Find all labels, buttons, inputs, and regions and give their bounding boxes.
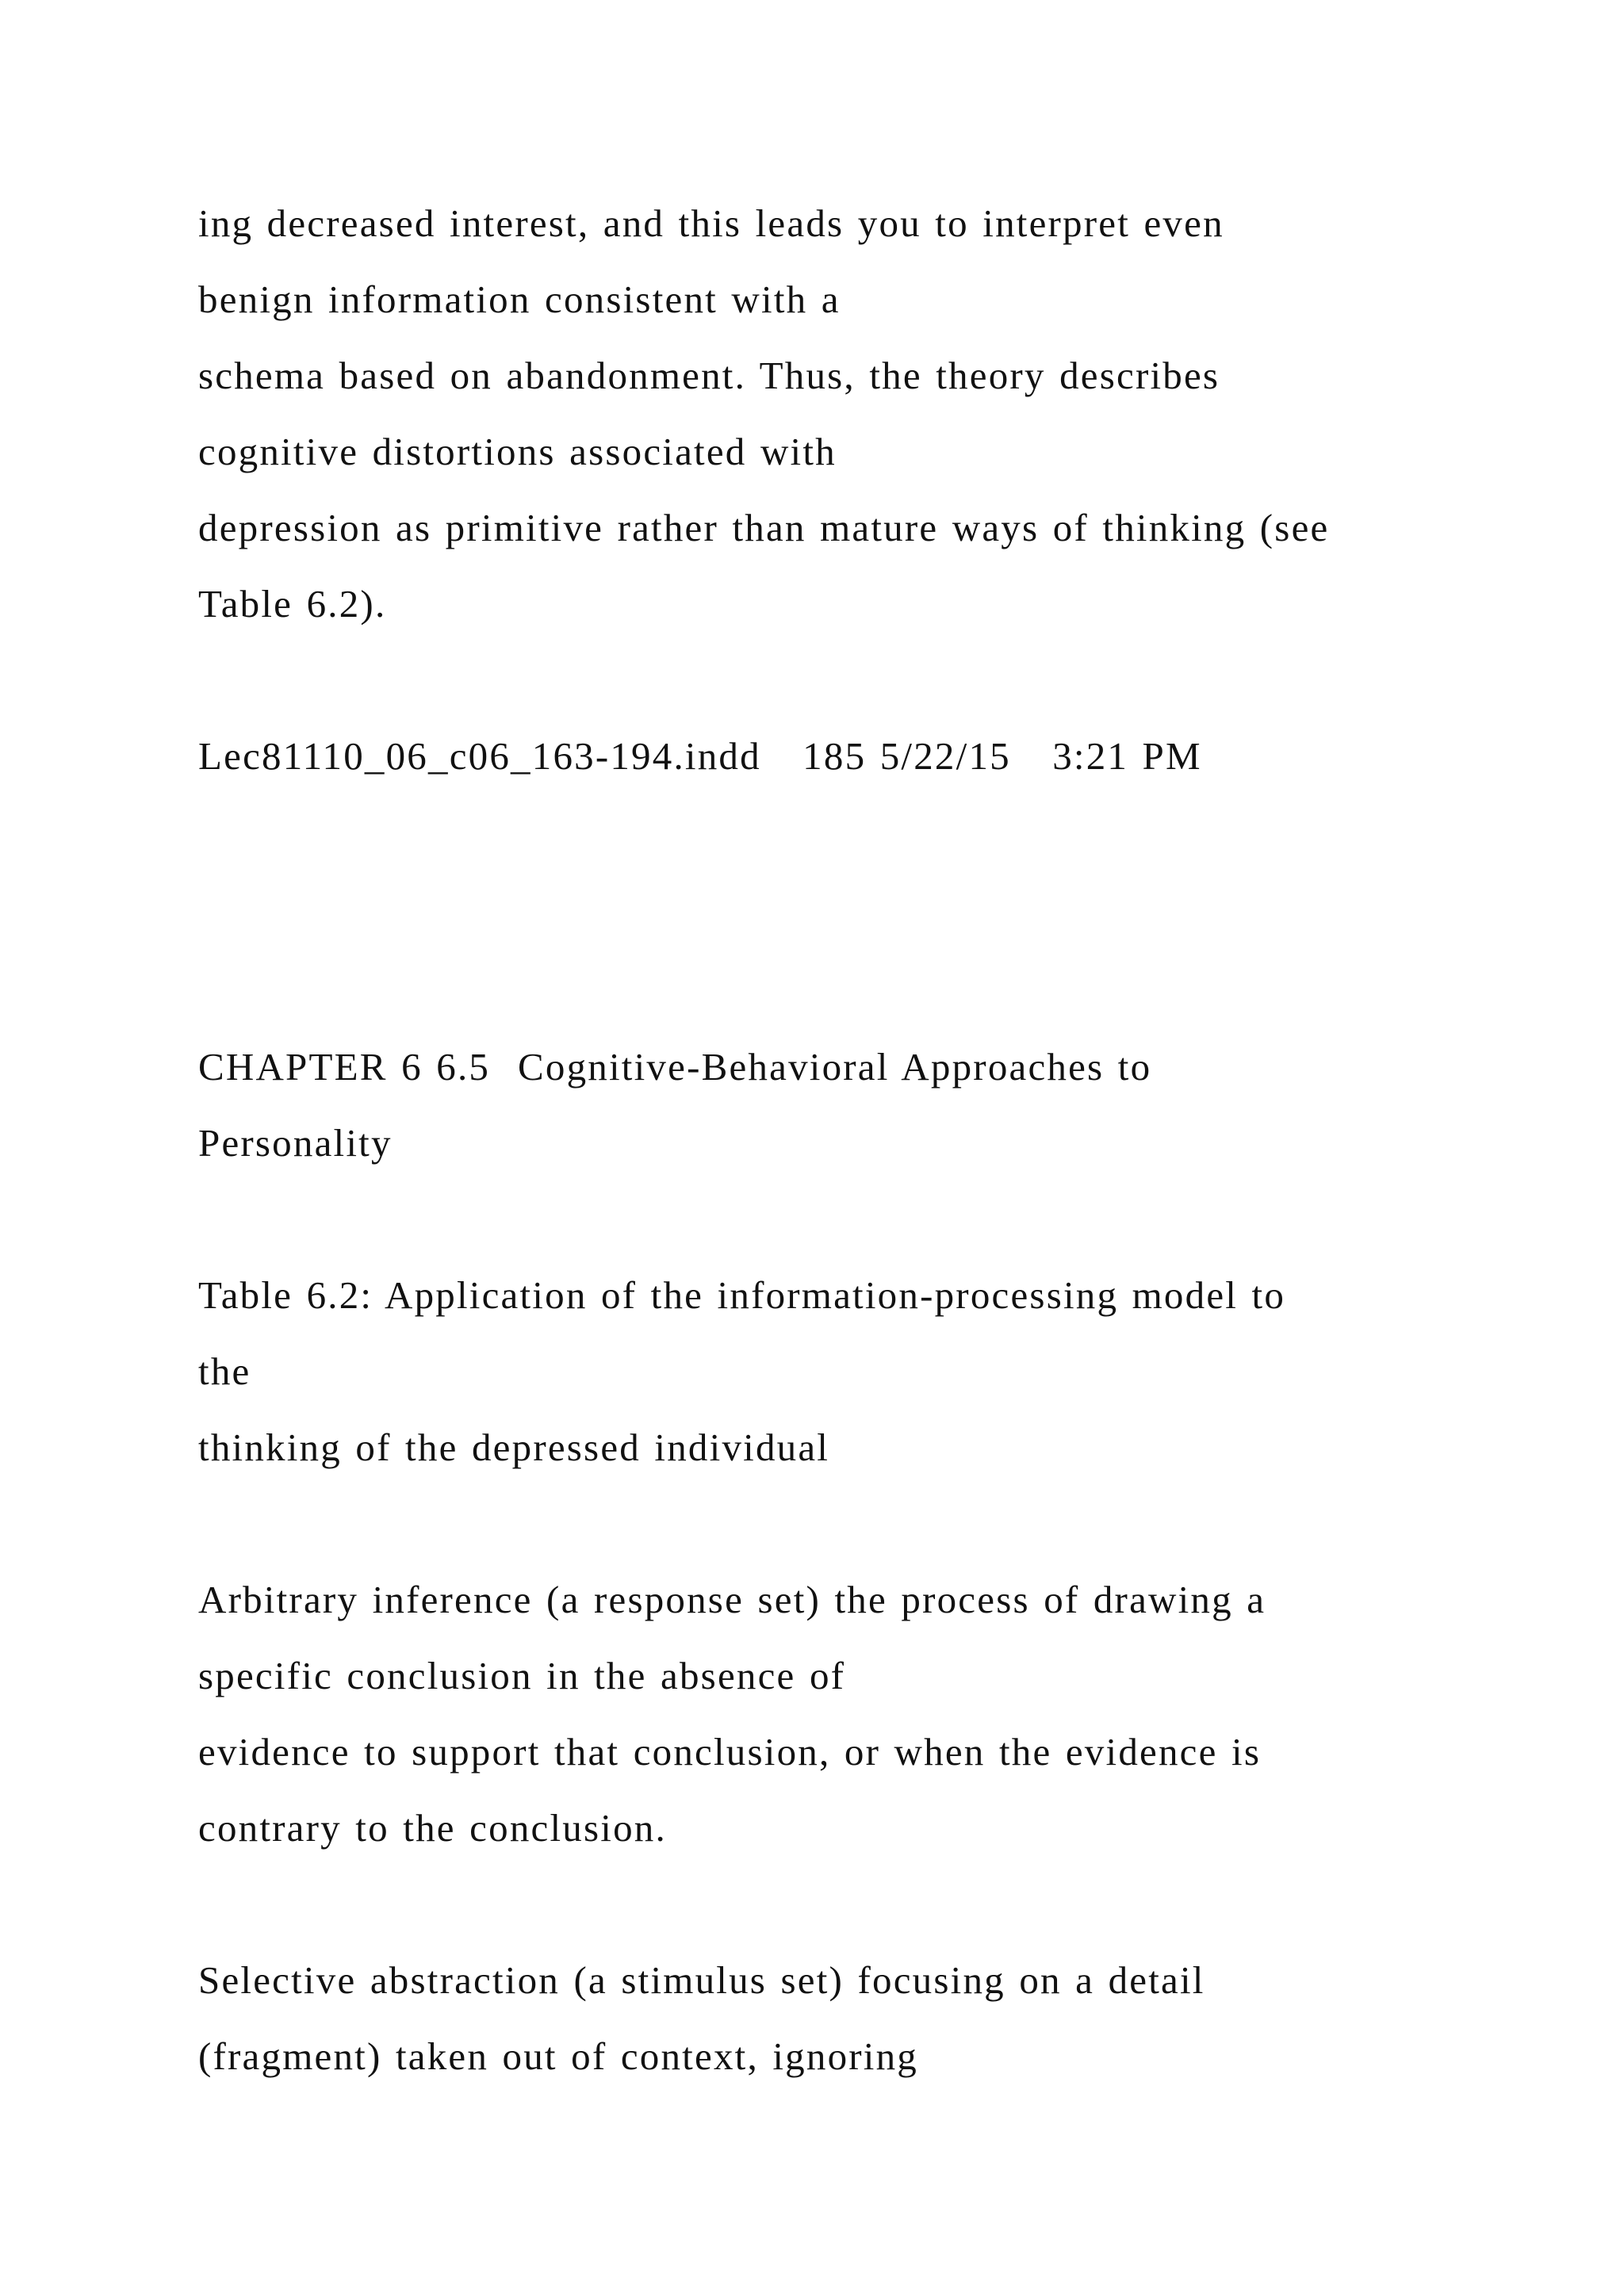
running-header: Personality <box>198 1121 393 1165</box>
table-entry-selective-abstraction: Selective abstraction (a stimulus set) focusing on a detail <box>198 1958 1205 2002</box>
body-text-line: ing decreased interest, and this leads you to interpret even <box>198 201 1224 245</box>
body-text-line: schema based on abandonment. Thus, the theory describes <box>198 354 1220 397</box>
table-entry-arbitrary-inference: evidence to support that conclusion, or when the evidence is <box>198 1730 1262 1774</box>
table-caption: Table 6.2: Application of the information-processing model to <box>198 1273 1286 1317</box>
table-entry-selective-abstraction: (fragment) taken out of context, ignoring <box>198 2034 919 2078</box>
body-text-line: Table 6.2). <box>198 582 387 626</box>
table-entry-arbitrary-inference: Arbitrary inference (a response set) the process of drawing a <box>198 1578 1266 1621</box>
file-stamp: Lec81110_06_c06_163-194.indd 185 5/22/15 3:21 PM <box>198 734 1202 778</box>
body-text-line: benign information consistent with a <box>198 277 841 321</box>
body-text-line: cognitive distortions associated with <box>198 430 837 473</box>
table-entry-arbitrary-inference: specific conclusion in the absence of <box>198 1654 846 1697</box>
table-caption: thinking of the depressed individual <box>198 1425 830 1469</box>
body-text-line: depression as primitive rather than mature ways of thinking (see <box>198 506 1330 549</box>
running-header: CHAPTER 6 6.5 Cognitive-Behavioral Approaches to <box>198 1045 1152 1089</box>
table-caption: the <box>198 1349 251 1393</box>
table-entry-arbitrary-inference: contrary to the conclusion. <box>198 1806 667 1850</box>
